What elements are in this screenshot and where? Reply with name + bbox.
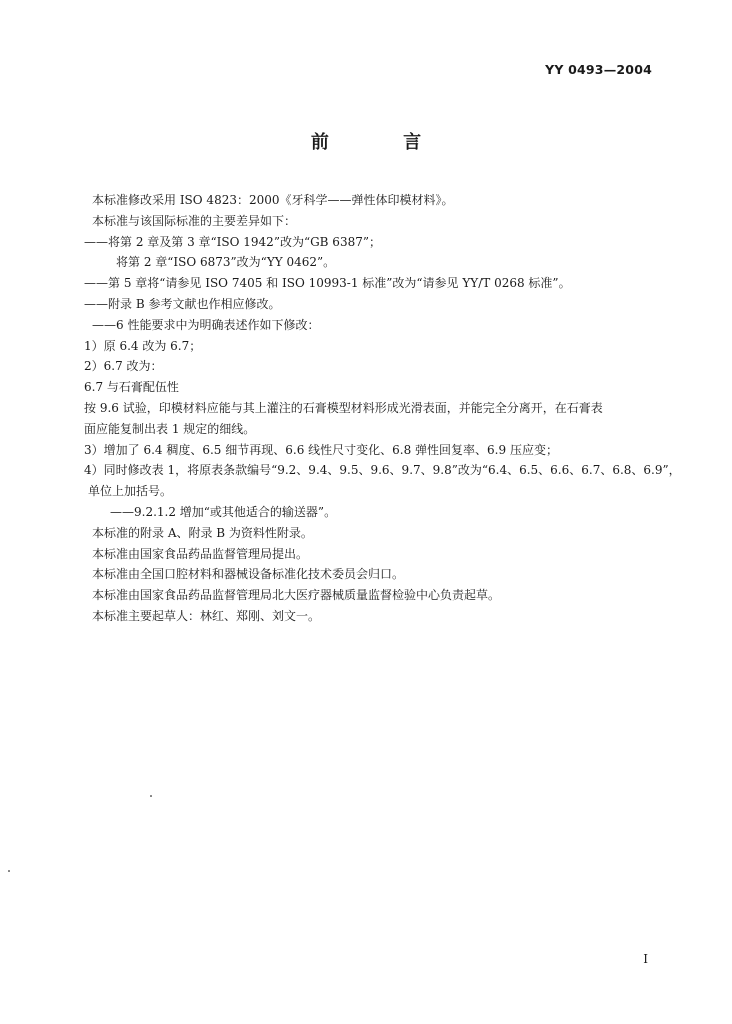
sub-item: 2）6.7 改为： bbox=[84, 359, 163, 374]
list-item: ——6 性能要求中为明确表述作如下修改： bbox=[92, 317, 320, 332]
paragraph-line: 单位上加括号。 bbox=[88, 484, 173, 499]
paragraph-line: 按 9.6 试验，印模材料应能与其上灌注的石膏模型材料形成光滑表面，并能完全分离开，在石膏表 bbox=[84, 400, 603, 415]
paragraph-line: 面应能复制出表 1 规定的细线。 bbox=[84, 421, 256, 436]
paragraph-line: 本标准由国家食品药品监督管理局北大医疗器械质量监督检验中心负责起草。 bbox=[92, 588, 501, 603]
paragraph-line: 本标准主要起草人：林红、郑刚、刘文一。 bbox=[92, 608, 321, 623]
page-number: I bbox=[643, 952, 648, 966]
paragraph-line: 本标准修改采用 ISO 4823：2000《牙科学——弹性体印模材料》。 bbox=[92, 193, 454, 207]
scan-speck bbox=[150, 795, 152, 797]
clause-heading: 6.7 与石膏配伍性 bbox=[84, 380, 179, 395]
sub-item: 3）增加了 6.4 稠度、6.5 细节再现、6.6 线性尺寸变化、6.8 弹性回复率、6.9 压应变； bbox=[84, 442, 558, 457]
sub-item: 4）同时修改表 1，将原表条款编号“9.2、9.4、9.5、9.6、9.7、9.8”改为“6.4、6.5、6.6、6.7、6.8、6.9”， bbox=[84, 463, 681, 478]
list-item: 将第 2 章“ISO 6873”改为“YY 0462”。 bbox=[116, 255, 336, 270]
list-item: ——第 5 章将“请参见 ISO 7405 和 ISO 10993-1 标准”改为“请参见 YY/T 0268 标准”。 bbox=[84, 276, 571, 291]
list-item: ——附录 B 参考文献也作相应修改。 bbox=[84, 296, 281, 311]
scan-speck bbox=[8, 870, 10, 872]
paragraph-line: 本标准由国家食品药品监督管理局提出。 bbox=[92, 546, 309, 561]
page-title: 前 言 bbox=[310, 132, 456, 153]
paragraph-line: 本标准由全国口腔材料和器械设备标准化技术委员会归口。 bbox=[92, 567, 405, 582]
list-item: ——9.2.1.2 增加“或其他适合的输送器”。 bbox=[110, 504, 337, 519]
standard-code: YY 0493—2004 bbox=[545, 62, 652, 77]
list-item: ——将第 2 章及第 3 章“ISO 1942”改为“GB 6387”； bbox=[84, 234, 381, 249]
paragraph-line: 本标准的附录 A、附录 B 为资料性附录。 bbox=[92, 525, 313, 540]
foreword-body bbox=[84, 190, 681, 627]
sub-item: 1）原 6.4 改为 6.7； bbox=[84, 338, 202, 353]
paragraph-line: 本标准与该国际标准的主要差异如下： bbox=[92, 213, 297, 228]
